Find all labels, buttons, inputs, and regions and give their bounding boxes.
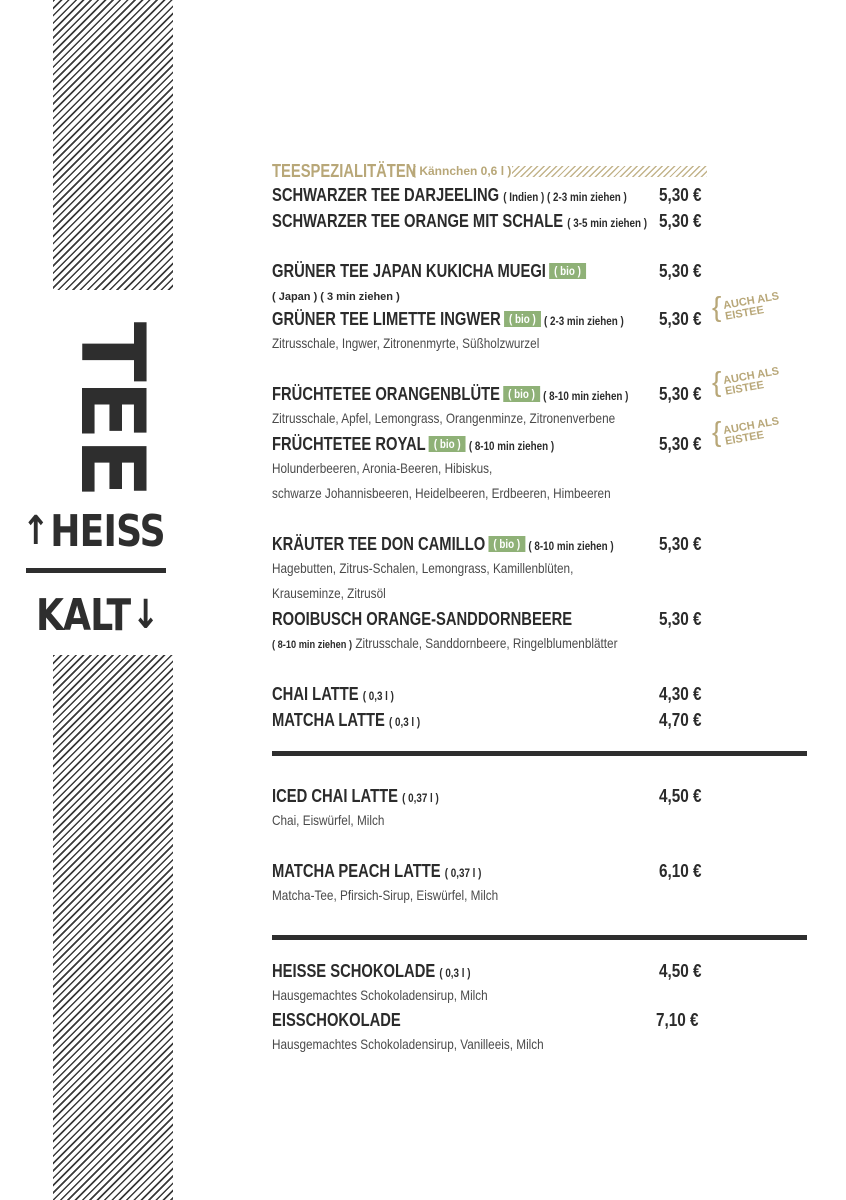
bio-badge: ( bio ) <box>549 263 586 279</box>
item-note: ( 8-10 min ziehen ) <box>468 439 555 453</box>
item-note: ( 8-10 min ziehen ) <box>543 389 629 403</box>
item-description: Zitrusschale, Sanddornbeere, Ringelblumenblätter <box>355 635 618 651</box>
menu-item-orangenbluete <box>272 365 812 426</box>
item-name: ICED CHAI LATTE <box>272 786 399 806</box>
menu-item-eisschokolade <box>272 1010 812 1052</box>
section-title: TEESPEZIALITÄTEN <box>272 160 417 181</box>
menu-item-darjeeling <box>272 185 812 206</box>
item-note: ( 0,3 l ) <box>439 966 471 980</box>
side-label-kalt: KALT ↓ <box>36 589 159 641</box>
bio-badge: ( bio ) <box>488 536 525 552</box>
item-name: MATCHA PEACH LATTE <box>272 861 441 881</box>
item-name: MATCHA LATTE <box>272 710 385 730</box>
item-description: Hausgemachtes Schokoladensirup, Vanilleeis, Milch <box>272 1036 544 1052</box>
item-description: Krauseminze, Zitrusöl <box>272 585 386 601</box>
section-note: ( Kännchen 0,6 l ) <box>412 164 512 178</box>
item-note: ( 0,37 l ) <box>444 866 482 880</box>
item-name: ROOIBUSCH ORANGE-SANDDORNBEERE <box>272 609 573 629</box>
item-note: ( 8-10 min ziehen ) <box>528 539 614 553</box>
item-name: HEISSE SCHOKOLADE <box>272 961 436 981</box>
item-price: 5,30 € <box>659 211 702 231</box>
item-price: 5,30 € <box>659 384 702 404</box>
bio-badge: ( bio ) <box>429 436 466 452</box>
item-price: 6,10 € <box>659 861 702 881</box>
item-price: 5,30 € <box>659 609 702 629</box>
side-hatch-top <box>53 0 173 290</box>
item-note: ( Indien ) ( 2-3 min ziehen ) <box>503 190 627 204</box>
side-hatch-bottom <box>53 655 173 1200</box>
item-description: Holunderbeeren, Aronia-Beeren, Hibiskus, <box>272 460 493 476</box>
item-name: GRÜNER TEE LIMETTE INGWER <box>272 309 501 329</box>
menu-item-orange-schale <box>272 211 812 232</box>
menu-item-matcha-peach-latte <box>272 861 812 903</box>
bio-badge: ( bio ) <box>504 311 541 327</box>
item-name: SCHWARZER TEE DARJEELING <box>272 185 500 205</box>
item-description: Hagebutten, Zitrus-Schalen, Lemongrass, Kamillenblüten, <box>272 560 574 576</box>
section-divider <box>272 935 807 940</box>
item-price: 4,50 € <box>659 961 702 981</box>
menu-item-matcha-latte <box>272 710 812 731</box>
item-price: 5,30 € <box>659 309 702 329</box>
item-price: 5,30 € <box>659 261 702 281</box>
item-name: GRÜNER TEE JAPAN KUKICHA MUEGI <box>272 261 546 281</box>
item-price: 4,30 € <box>659 684 702 704</box>
item-note: ( Japan ) ( 3 min ziehen ) <box>272 291 400 303</box>
item-description: schwarze Johannisbeeren, Heidelbeeren, Erdbeeren, Himbeeren <box>272 485 611 501</box>
item-description: Matcha-Tee, Pfirsich-Sirup, Eiswürfel, Milch <box>272 887 499 903</box>
item-price: 5,30 € <box>659 185 702 205</box>
item-note: ( 2-3 min ziehen ) <box>543 314 624 328</box>
section-hatch <box>512 166 707 177</box>
item-note: ( 0,37 l ) <box>402 791 439 805</box>
item-price: 7,10 € <box>656 1010 699 1030</box>
item-name: FRÜCHTETEE ORANGENBLÜTE <box>272 384 500 404</box>
item-description: Hausgemachtes Schokoladensirup, Milch <box>272 987 488 1003</box>
eistee-hint: { AUCH ALS EISTEE <box>712 365 781 398</box>
eistee-hint: { AUCH ALS EISTEE <box>712 415 781 448</box>
item-name: CHAI LATTE <box>272 684 359 704</box>
item-description: Zitrusschale, Apfel, Lemongrass, Orangenminze, Zitronenverbene <box>272 410 616 426</box>
item-note: ( 3-5 min ziehen ) <box>567 216 648 230</box>
side-title-tee: TEE <box>61 321 165 497</box>
section-divider <box>272 751 807 756</box>
item-description: Chai, Eiswürfel, Milch <box>272 812 385 828</box>
eistee-hint: { AUCH ALS EISTEE <box>712 290 781 323</box>
item-note: ( 0,3 l ) <box>388 715 421 729</box>
menu-item-kukicha <box>272 261 812 303</box>
arrow-down-icon: ↓ <box>131 592 159 638</box>
item-name: SCHWARZER TEE ORANGE MIT SCHALE <box>272 211 564 231</box>
menu-item-rooibusch <box>272 609 812 651</box>
menu-item-heisse-schokolade <box>272 961 812 1003</box>
menu-item-don-camillo <box>272 534 812 601</box>
item-description: Zitrusschale, Ingwer, Zitronenmyrte, Süßholzwurzel <box>272 335 540 351</box>
side-divider <box>26 568 166 573</box>
side-label-heiss: ↑ HEISS <box>22 505 165 557</box>
menu-item-iced-chai-latte <box>272 786 812 828</box>
item-price: 5,30 € <box>659 434 702 454</box>
item-name: EISSCHOKOLADE <box>272 1010 401 1030</box>
item-price: 5,30 € <box>659 534 702 554</box>
item-name: KRÄUTER TEE DON CAMILLO <box>272 534 486 554</box>
arrow-up-icon: ↑ <box>22 508 49 554</box>
section-heading <box>272 160 712 182</box>
menu-item-chai-latte <box>272 684 812 705</box>
bio-badge: ( bio ) <box>503 386 540 402</box>
item-note: ( 0,3 l ) <box>362 689 394 703</box>
item-price: 4,50 € <box>659 786 702 806</box>
item-name: FRÜCHTETEE ROYAL <box>272 434 426 454</box>
item-note: ( 8-10 min ziehen ) <box>272 639 353 651</box>
item-price: 4,70 € <box>659 710 702 730</box>
